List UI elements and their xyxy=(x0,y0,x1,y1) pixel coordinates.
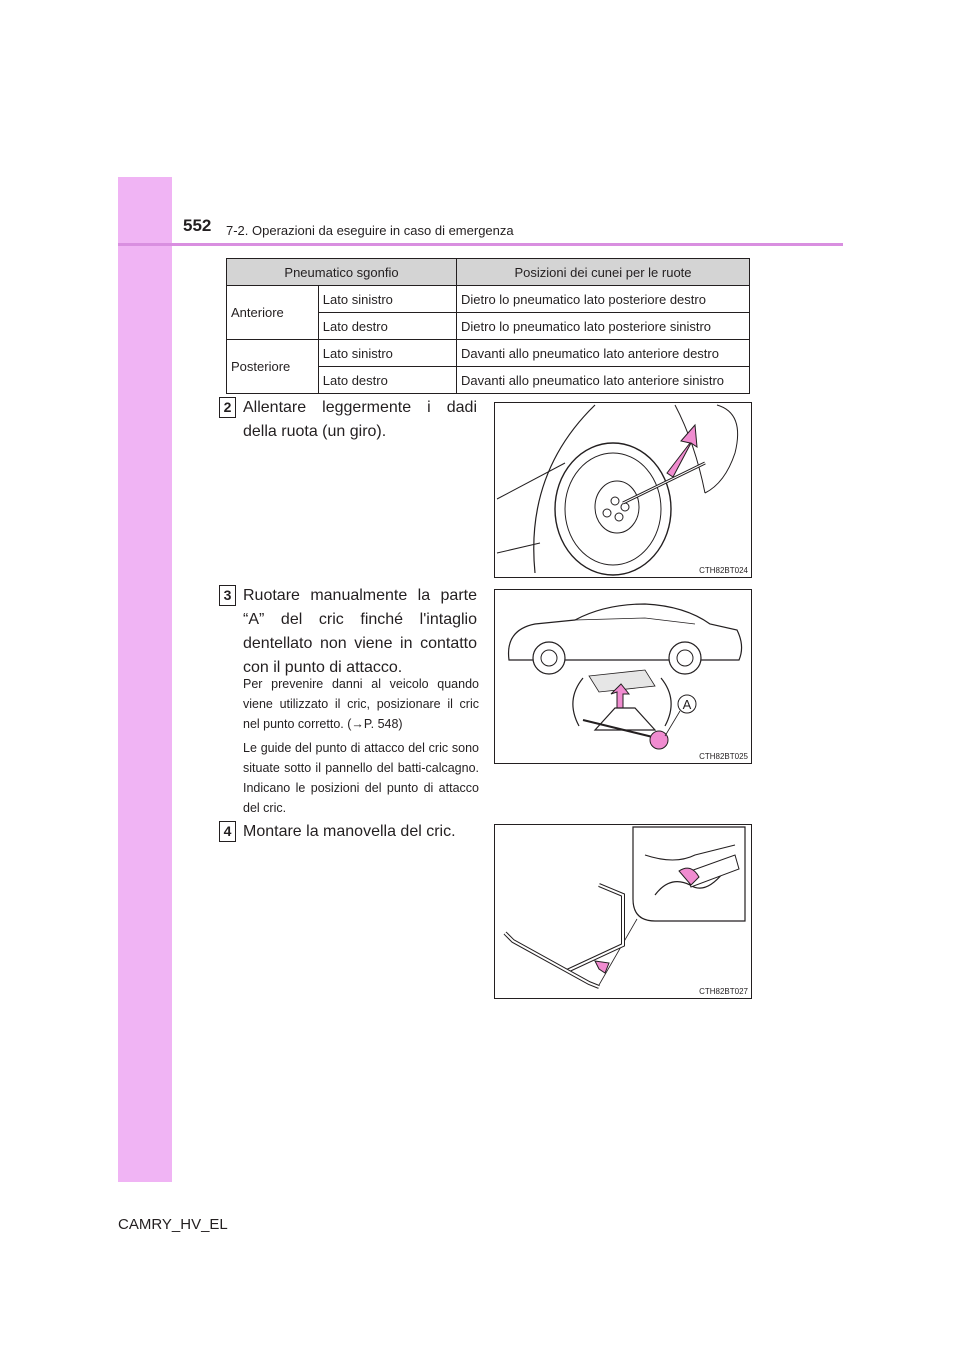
car-jack-illustration xyxy=(495,590,751,763)
step-3-badge: 3 xyxy=(219,585,236,606)
step-3-text: Ruotare manualmente la parte “A” del cric finché l'intaglio dentellato non viene in contatto con il punto di attacco. xyxy=(243,587,477,676)
table-row xyxy=(227,340,750,367)
table-cell-tire: Posteriore xyxy=(227,340,319,394)
figure-code: CTH82BT024 xyxy=(699,566,748,575)
step-4-text: Montare la manovella del cric. xyxy=(243,823,456,840)
part-label-a: A xyxy=(682,697,692,712)
table-cell-side: Lato sinistro xyxy=(318,286,456,313)
header-divider xyxy=(118,243,843,246)
table-cell-position: Dietro lo pneumatico lato posteriore sinistro xyxy=(457,313,750,340)
wheel-wedge-table xyxy=(226,258,750,394)
section-title: 7-2. Operazioni da eseguire in caso di emergenza xyxy=(226,223,514,238)
table-header: Pneumatico sgonfio xyxy=(227,259,457,286)
figure-code: CTH82BT025 xyxy=(699,752,748,761)
step-4-badge: 4 xyxy=(219,821,236,842)
figure-jack-handle xyxy=(494,824,752,999)
chapter-sidebar-tab xyxy=(118,177,172,1182)
figure-loosen-wheel-nuts xyxy=(494,402,752,578)
table-cell-side: Lato sinistro xyxy=(318,340,456,367)
table-cell-position: Dietro lo pneumatico lato posteriore destro xyxy=(457,286,750,313)
footer-model-code: CAMRY_HV_EL xyxy=(118,1216,228,1233)
table-cell-position: Davanti allo pneumatico lato anteriore destro xyxy=(457,340,750,367)
wheel-wrench-illustration xyxy=(495,403,751,577)
step-2-text: Allentare leggermente i dadi della ruota (un giro). xyxy=(243,399,477,440)
table-cell-side: Lato destro xyxy=(318,367,456,394)
table-cell-position: Davanti allo pneumatico lato anteriore sinistro xyxy=(457,367,750,394)
table-header-row xyxy=(227,259,750,286)
table-cell-side: Lato destro xyxy=(318,313,456,340)
figure-code: CTH82BT027 xyxy=(699,987,748,996)
table-cell-tire: Anteriore xyxy=(227,286,319,340)
jack-handle-illustration xyxy=(495,825,751,998)
step-3-note-2: Le guide del punto di attacco del cric sono situate sotto il pannello del batti-calcagno. Indicano le posizioni del punto di attacco del cric. xyxy=(243,741,479,815)
step-2-badge: 2 xyxy=(219,397,236,418)
figure-jack-rotation xyxy=(494,589,752,764)
page-number: 552 xyxy=(183,216,212,235)
table-header: Posizioni dei cunei per le ruote xyxy=(457,259,750,286)
table-row xyxy=(227,286,750,313)
step-3-note-1: Per prevenire danni al veicolo quando viene utilizzato il cric, posizionare il cric nel punto corretto. (→P. 548) xyxy=(243,677,479,731)
